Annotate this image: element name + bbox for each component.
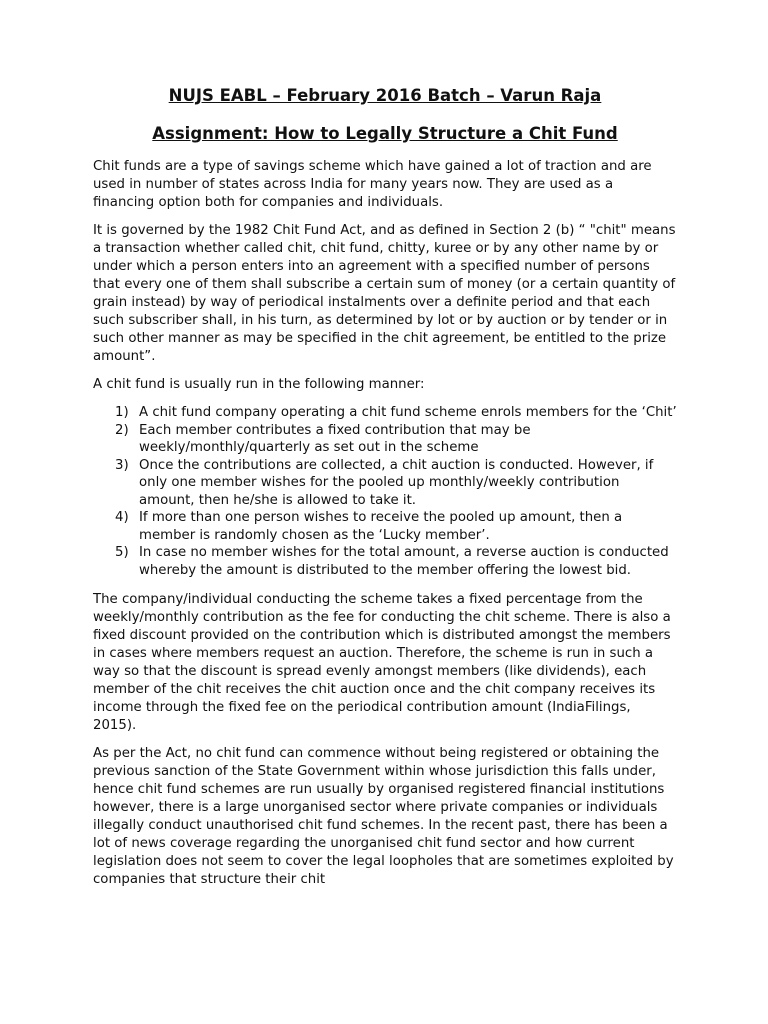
list-item — [93, 509, 677, 544]
paragraph-intro: Chit funds are a type of savings scheme which have gained a lot of traction and are used in number of states across India for many years now. They are used as a financing option both for companies and individuals. — [93, 159, 652, 210]
list-item-number: 3) — [115, 457, 129, 473]
process-list — [93, 404, 677, 579]
list-item-text: A chit fund company operating a chit fund scheme enrols members for the ‘Chit’ — [139, 405, 677, 420]
list-item-text: If more than one person wishes to receive the pooled up amount, then a member is randomly chosen as the ‘Lucky member’. — [139, 510, 623, 543]
list-item-number: 2) — [115, 422, 129, 438]
list-item-number: 4) — [115, 510, 129, 525]
paragraph-definition: It is governed by the 1982 Chit Fund Act, and as defined in Section 2 (b) “ "chit" means a transaction whether called chit, chit fund, chitty, kuree or by any other name by or under which a person enters into an agreement with a specified number of persons that every one of them shall subscribe a certain sum of money (or a certain quantity of grain instead) by way of periodical instalments over a definite period and that each such subscriber shall, in his turn, as determined by lot or by auction or by tender or in such other manner as may be specified in the chit agreement, be entitled to the prize amount”. — [93, 223, 676, 364]
list-item — [93, 422, 677, 457]
list-item — [93, 404, 677, 422]
list-item — [93, 544, 677, 579]
list-item-number: 1) — [115, 405, 129, 420]
paragraph-company-fee: The company/individual conducting the scheme takes a fixed percentage from the weekly/monthly contribution as the fee for conducting the chit scheme. There is also a fixed discount provided on the contribution which is distributed amongst the members in cases where members request an auction. Therefore, the scheme is run in such a way so that the discount is spread evenly amongst members (like dividends), each member of the chit receives the chit auction once and the chit company receives its income through the fixed fee on the periodical contribution amount (IndiaFilings, 2015). — [93, 592, 671, 733]
document-title: NUJS EABL – February 2016 Batch – Varun Raja — [168, 86, 602, 105]
list-item-number: 5) — [115, 545, 129, 560]
list-item-text: In case no member wishes for the total amount, a reverse auction is conducted whereby the amount is distributed to the member offering the lowest bid. — [139, 545, 669, 578]
document-page — [93, 84, 677, 899]
paragraph-registration: As per the Act, no chit fund can commence without being registered or obtaining the previous sanction of the State Government within whose jurisdiction this falls under, hence chit fund schemes are run usually by organised registered financial institutions however, there is a large unorganised sector where private companies or individuals illegally conduct unauthorised chit fund schemes. In the recent past, there has been a lot of news coverage regarding the unorganised chit fund sector and how current legislation does not seem to cover the legal loopholes that are sometimes exploited by companies that structure their chit — [93, 746, 674, 887]
list-item — [93, 457, 677, 510]
list-item-text: Once the contributions are collected, a chit auction is conducted. However, if only one member wishes for the pooled up monthly/weekly contribution amount, then he/she is allowed to take it. — [139, 457, 654, 508]
list-item-text: Each member contributes a fixed contribution that may be weekly/monthly/quarterly as set out in the scheme — [139, 422, 531, 455]
assignment-title: Assignment: How to Legally Structure a Chit Fund — [152, 124, 618, 143]
paragraph-list-intro: A chit fund is usually run in the following manner: — [93, 377, 425, 392]
